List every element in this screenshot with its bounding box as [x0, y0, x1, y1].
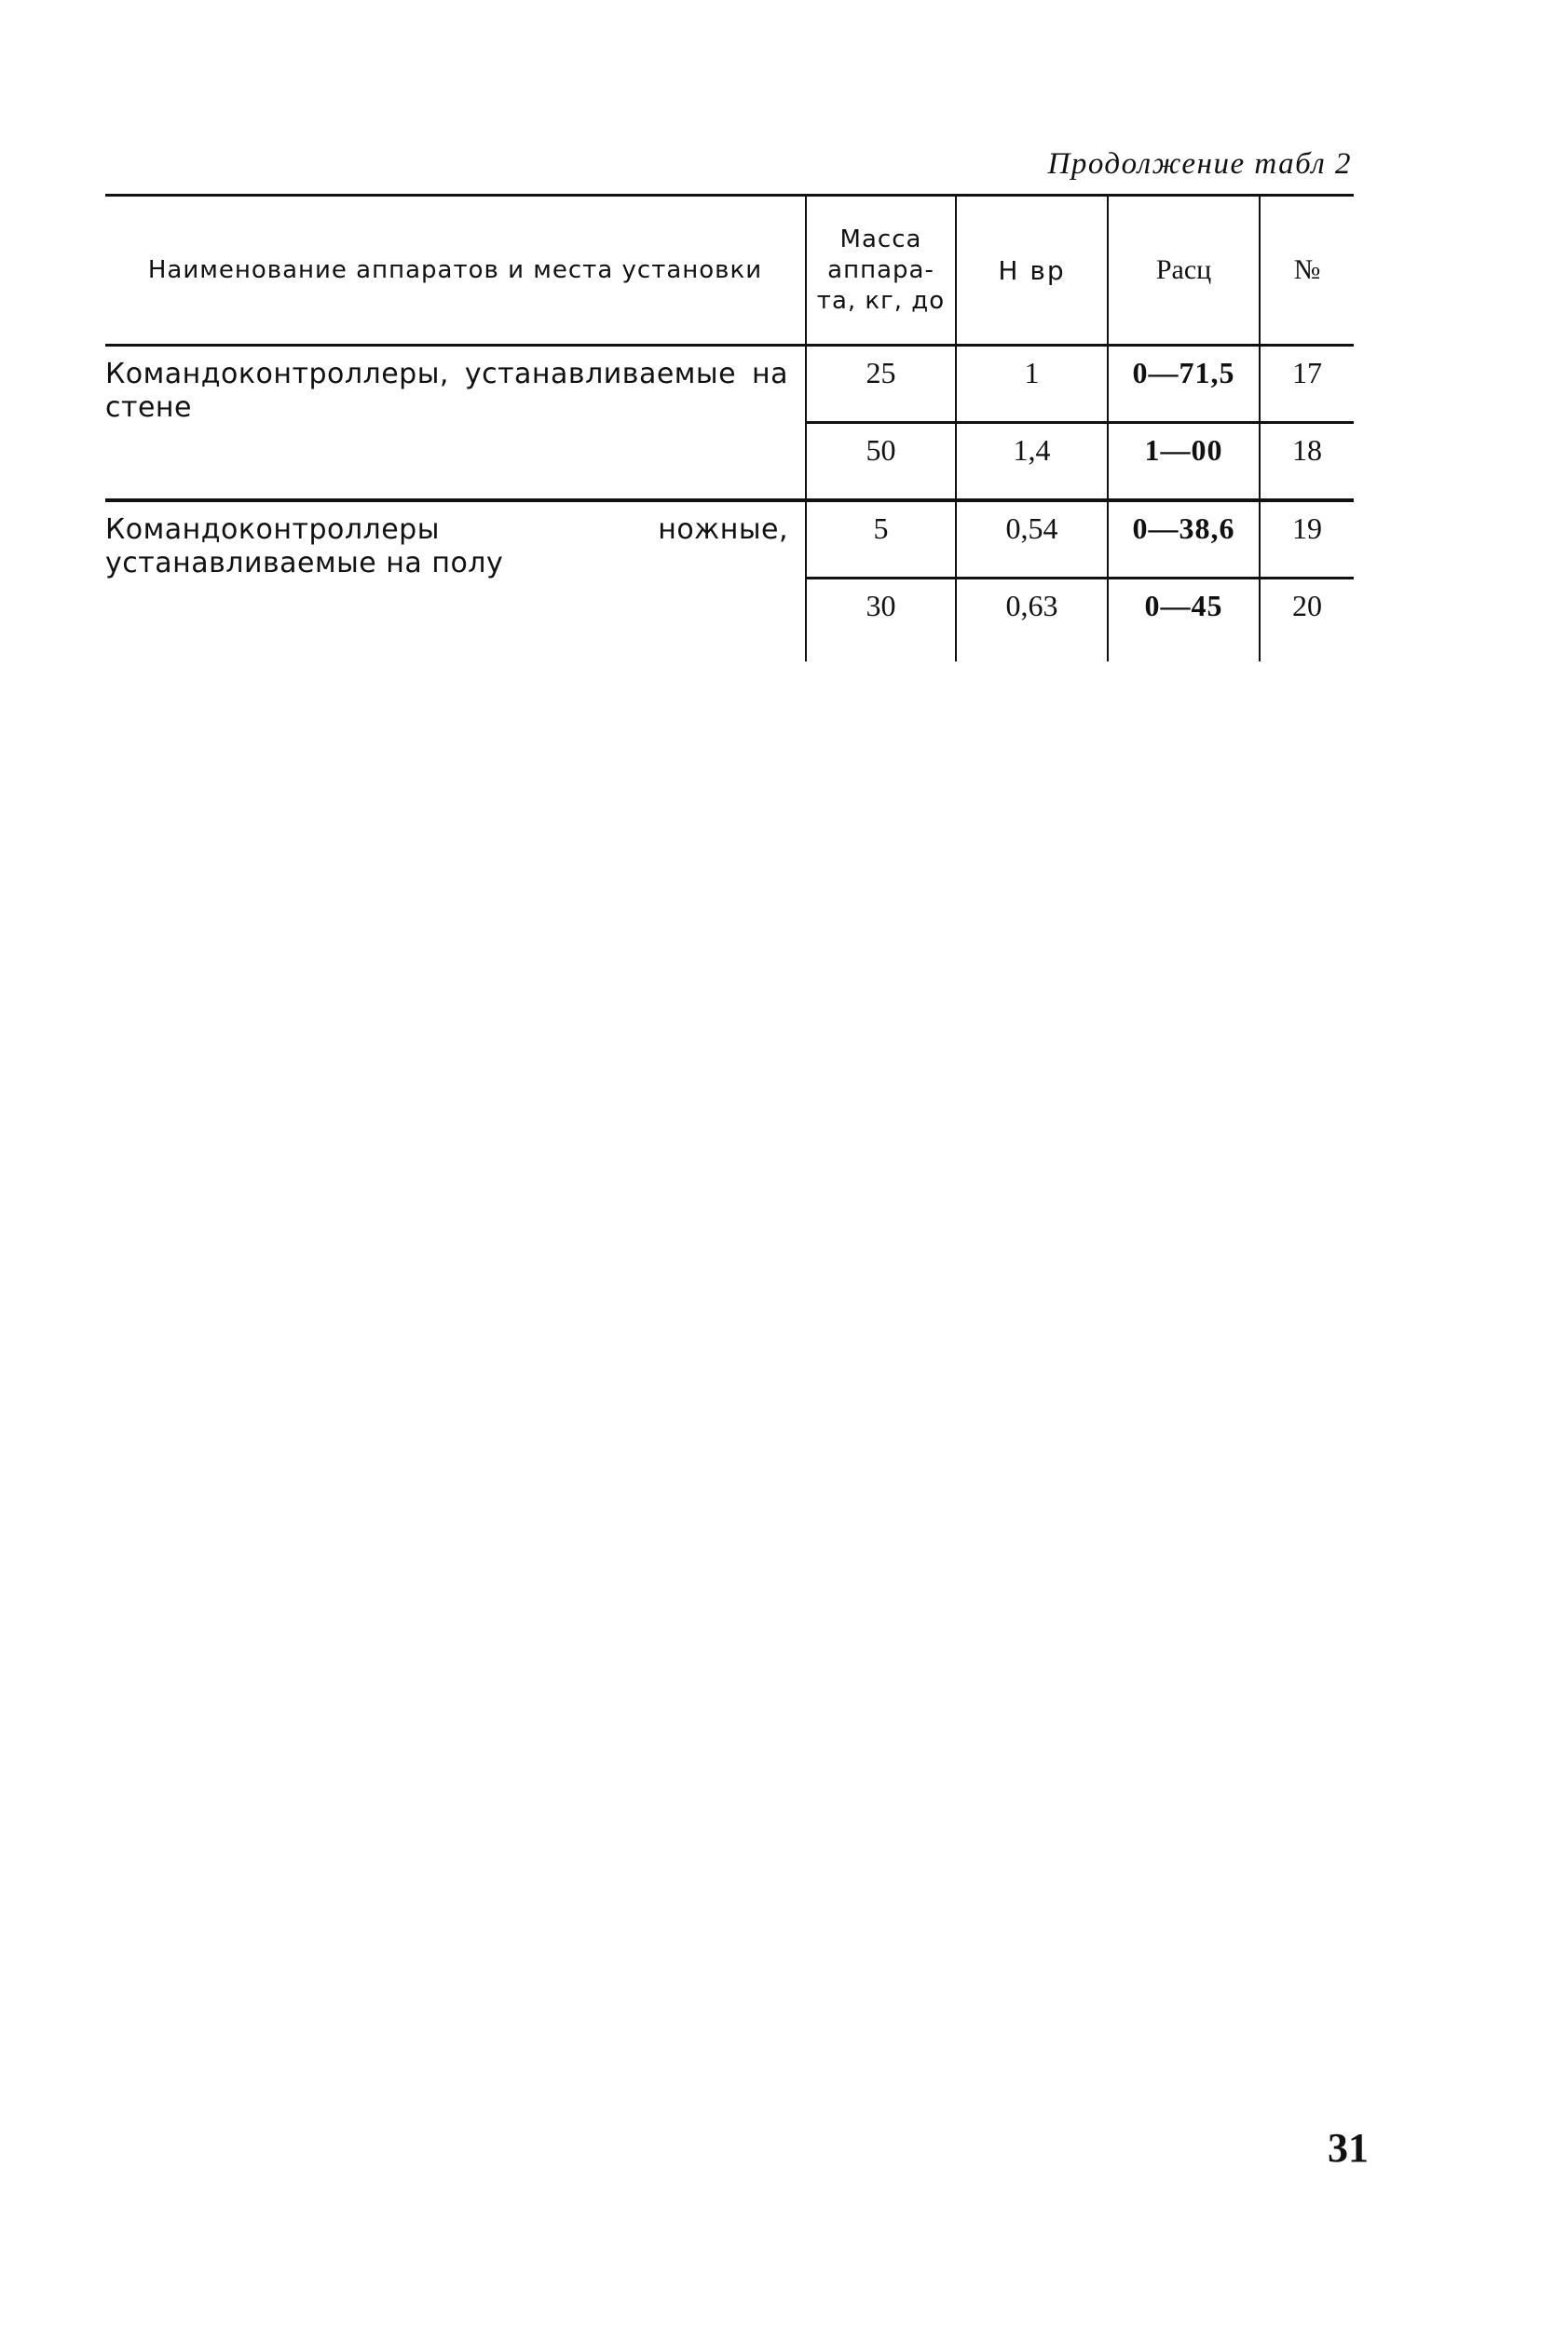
time-cell: 1,4 — [956, 423, 1108, 501]
group-name-cell: Командоконтроллеры, устанавливаемые на стене — [105, 358, 788, 424]
rate-cell: 0—71,5 — [1108, 346, 1260, 423]
table-header-row — [105, 196, 1354, 346]
rate-cell: 1—00 — [1108, 423, 1260, 501]
header-name: Наименование аппаратов и места установки — [147, 256, 763, 284]
number-cell: 19 — [1260, 500, 1354, 579]
group-name-cell: Командоконтроллеры ножные, устанавливаемые на полу — [105, 500, 806, 661]
header-number: № — [1260, 196, 1354, 346]
page-number: 31 — [1328, 2125, 1369, 2171]
data-table — [105, 194, 1354, 661]
mass-cell: 5 — [806, 500, 956, 579]
table-row — [105, 346, 1354, 423]
rate-cell: 0—38,6 — [1108, 500, 1260, 579]
time-cell: 0,54 — [956, 500, 1108, 579]
mass-cell: 25 — [806, 346, 956, 423]
header-mass-label: Масса аппара-та, кг, до — [816, 225, 946, 315]
header-rate: Расц — [1108, 196, 1260, 346]
time-cell: 1 — [956, 346, 1108, 423]
mass-cell: 30 — [806, 579, 956, 662]
rate-cell: 0—45 — [1108, 579, 1260, 662]
number-cell: 18 — [1260, 423, 1354, 501]
mass-cell: 50 — [806, 423, 956, 501]
table-row — [105, 500, 1354, 579]
table-caption: Продолжение табл 2 — [1047, 147, 1352, 181]
header-time-norm: Н вр — [956, 196, 1108, 346]
header-mass — [806, 196, 956, 346]
number-cell: 20 — [1260, 579, 1354, 662]
time-cell: 0,63 — [956, 579, 1108, 662]
number-cell: 17 — [1260, 346, 1354, 423]
